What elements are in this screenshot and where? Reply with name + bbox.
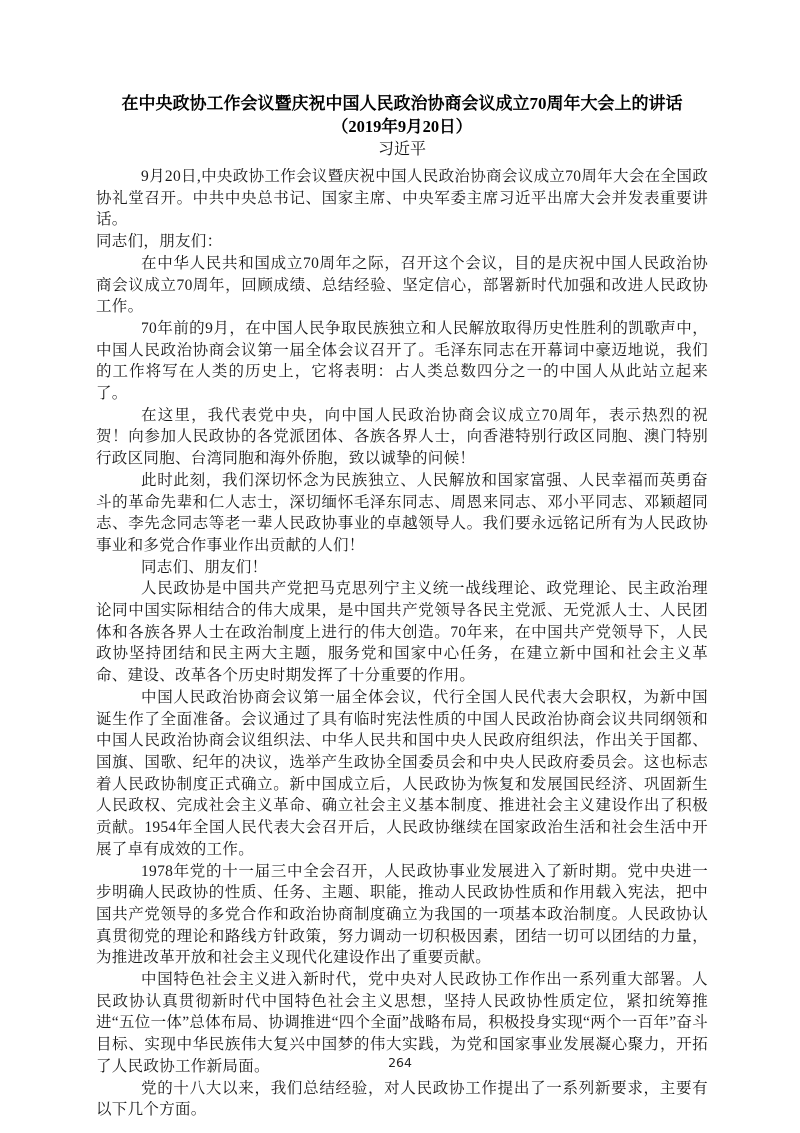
document-body (96, 166, 708, 1121)
document-title: 在中央政协工作会议暨庆祝中国人民政治协商会议成立70周年大会上的讲话 (121, 94, 683, 113)
paragraph: 1978年党的十一届三中全会召开，人民政协事业发展进入了新时期。党中央进一步明确人民政协的性质、任务、主题、职能，推动人民政协性质和作用载入宪法，把中国共产党领导的多党合作和政治协商制度确立为我国的一项基本政治制度。人民政协认真贯彻党的理论和路线方针政策，努力调动一切积极因素，团结一切可以团结的力量，为推进改革开放和社会主义现代化建设作出了重要贡献。 (96, 862, 708, 967)
paragraph: 9月20日,中央政协工作会议暨庆祝中国人民政治协商会议成立70周年大会在全国政协礼堂召开。中共中央总书记、国家主席、中央军委主席习近平出席大会并发表重要讲话。 (96, 168, 708, 229)
page-number: 264 (388, 1055, 412, 1070)
paragraph: 中国特色社会主义进入新时代，党中央对人民政协工作作出一系列重大部署。人民政协认真贯彻新时代中国特色社会主义思想，坚持人民政协性质定位，紧扣统筹推进“五位一体”总体布局、协调推进“四个全面”战略布局，积极投身实现“两个一百年”奋斗目标、实现中华民族伟大复兴中国梦的伟大实践，为党和国家事业发展凝心聚力，开拓了人民政协工作新局面。 (96, 971, 708, 1075)
paragraph: 在这里，我代表党中央，向中国人民政治协商会议成立70周年，表示热烈的祝贺！向参加人民政协的各党派团体、各族各界人士，向香港特别行政区同胞、澳门特别行政区同胞、台湾同胞和海外侨胞，致以诚挚的问候！ (96, 406, 708, 468)
paragraph: 人民政协是中国共产党把马克思列宁主义统一战线理论、政党理论、民主政治理论同中国实际相结合的伟大成果，是中国共产党领导各民主党派、无党派人士、人民团体和各族各界人士在政治制度上进行的伟大创造。70年来，在中国共产党领导下，人民政协坚持团结和民主两大主题，服务党和国家中心任务，在建立新中国和社会主义革命、建设、改革各个历史时期发挥了十分重要的作用。 (96, 580, 708, 685)
document-date-subtitle: （2019年9月20日） (331, 117, 473, 136)
paragraph: 党的十八大以来，我们总结经验，对人民政协工作提出了一系列新要求，主要有以下几个方面。 (96, 1079, 708, 1119)
document-content (96, 92, 708, 1121)
paragraph-salutation: 同志们、朋友们！ (141, 558, 268, 576)
paragraph: 70年前的9月，在中国人民争取民族独立和人民解放取得历史性胜利的凯歌声中，中国人民政治协商会议第一届全体会议召开了。毛泽东同志在开幕词中豪迈地说，我们的工作将写在人类的历史上，它将表明：占人类总数四分之一的中国人从此站立起来了。 (96, 319, 708, 403)
paragraph: 在中华人民共和国成立70周年之际，召开这个会议，目的是庆祝中国人民政治协商会议成立70周年，回顾成绩、总结经验、坚定信心，部署新时代加强和改进人民政协工作。 (96, 254, 708, 316)
paragraph: 中国人民政治协商会议第一届全体会议，代行全国人民代表大会职权，为新中国诞生作了全面准备。会议通过了具有临时宪法性质的中国人民政治协商会议共同纲领和中国人民政治协商会议组织法、中华人民共和国中央人民政府组织法，作出关于国都、国旗、国歌、纪年的决议，选举产生政协全国委员会和中央人民政府委员会。这也标志着人民政协制度正式确立。新中国成立后，人民政协为恢复和发展国民经济、巩固新生人民政权、完成社会主义革命、确立社会主义基本制度、推进社会主义建设作出了积极贡献。1954年全国人民代表大会召开后，人民政协继续在国家政治生活和社会生活中开展了卓有成效的工作。 (96, 688, 708, 858)
paragraph-salutation: 同志们，朋友们： (96, 233, 223, 251)
paragraph: 此时此刻，我们深切怀念为民族独立、人民解放和国家富强、人民幸福而英勇奋斗的革命先辈和仁人志士，深切缅怀毛泽东同志、周恩来同志、邓小平同志、邓颖超同志、李先念同志等老一辈人民政协事业的卓越领导人。我们要永远铭记所有为人民政协事业和多党合作事业作出贡献的人们！ (96, 471, 708, 554)
document-author: 习近平 (377, 141, 426, 158)
